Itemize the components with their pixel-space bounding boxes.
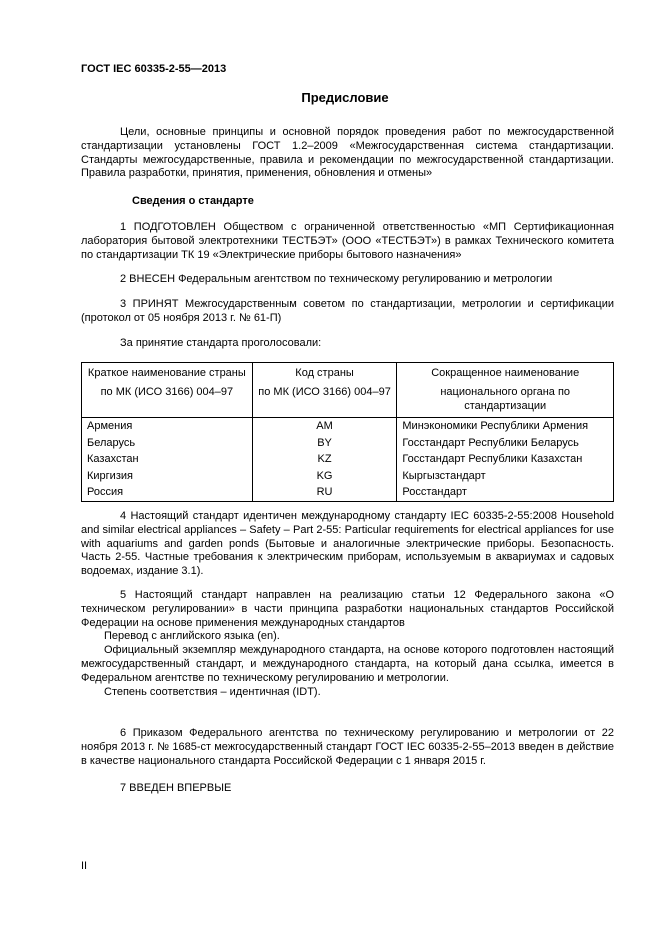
- item-5-official: Официальный экземпляр международного стандарта, на основе которого подготовлен настоящий межгосударственный стандарт, и международного стандарта, на который дана ссылка, имеется в Федеральном агентстве по техническому регулированию и метрологии.: [81, 644, 614, 684]
- item-6: 6 Приказом Федерального агентства по техническому регулированию и метрологии от 22 ноября 2013 г. № 1685-ст межгосударственный стандарт ГОСТ IEC 60335-2-55–2013 введен в действие в качестве национального стандарта Российской Федерации с 1 января 2015 г.: [81, 727, 614, 767]
- page-number: II: [81, 860, 88, 872]
- section-heading: Сведения о стандарте: [132, 195, 254, 207]
- item-5-translation: Перевод с английского языка (en).: [104, 630, 280, 643]
- code-cell: AM: [252, 418, 397, 435]
- voted-label: За принятие стандарта проголосовали:: [120, 337, 322, 349]
- body-cell: Кыргызстандарт: [397, 468, 614, 485]
- intro-block: [81, 126, 614, 181]
- body-cell: Минэкономики Республики Армения: [397, 418, 614, 435]
- item-4: 4 Настоящий стандарт идентичен международному стандарту IEC 60335-2-55:2008 Household and similar electrical appliances – Safety – Part 2-55: Particular requirements for electrical appliances for use with aquariums and garden ponds (Бытовые и аналогичные электрические приборы. Безопасность. Часть 2-55. Частные требования к электрическим приборам, используемым в аквариумах и садовых водоемах, издание 3.1).: [81, 510, 614, 578]
- header-body: Сокращенное наименование национального органа по стандартизации: [397, 363, 614, 418]
- code-cell: KG: [252, 468, 397, 485]
- document-code: ГОСТ IEC 60335-2-55—2013: [81, 63, 227, 75]
- body-cell: Госстандарт Республики Казахстан: [397, 451, 614, 468]
- table-row: [82, 468, 614, 485]
- item-7: 7 ВВЕДЕН ВПЕРВЫЕ: [120, 782, 232, 794]
- item-1: 1 ПОДГОТОВЛЕН Обществом с ограниченной ответственностью «МП Сертификационная лаборатория бытовой электротехники ТЕСТБЭТ» (ООО «ТЕСТБЭТ») в рамках Технического комитета по стандартизации ТК 19 «Электрические приборы бытового назначения»: [81, 221, 614, 261]
- table-row: [82, 435, 614, 452]
- item-5: 5 Настоящий стандарт направлен на реализацию статьи 12 Федерального закона «О техническом регулировании» в части принципа разработки национальных стандартов Российской Федерации на основе применения международных стандартов: [81, 589, 614, 629]
- header-code: Код страны по МК (ИСО 3166) 004–97: [252, 363, 397, 418]
- voting-table: [81, 362, 614, 502]
- table-row: [82, 484, 614, 501]
- body-cell: Росстандарт: [397, 484, 614, 501]
- item-3: 3 ПРИНЯТ Межгосударственным советом по стандартизации, метрологии и сертификации (протокол от 05 ноября 2013 г. № 61-П): [81, 298, 614, 324]
- country-cell: Киргизия: [82, 468, 253, 485]
- table-row: [82, 418, 614, 435]
- code-cell: BY: [252, 435, 397, 452]
- country-cell: Россия: [82, 484, 253, 501]
- intro-paragraph: Цели, основные принципы и основной порядок проведения работ по межгосударственной стандартизации установлены ГОСТ 1.2–2009 «Межгосударственная система стандартизации. Стандарты межгосударственные, правила и рекомендации по межгосударственной стандартизации. Правила разработки, принятия, применения, обновления и отмены»: [81, 126, 614, 180]
- header-country: Краткое наименование страны по МК (ИСО 3166) 004–97: [82, 363, 253, 418]
- table-header-row: [82, 363, 614, 418]
- code-cell: RU: [252, 484, 397, 501]
- country-cell: Казахстан: [82, 451, 253, 468]
- country-cell: Беларусь: [82, 435, 253, 452]
- item-5-degree: Степень соответствия – идентичная (IDT).: [104, 685, 321, 698]
- code-cell: KZ: [252, 451, 397, 468]
- page-title: Предисловие: [301, 90, 389, 105]
- country-cell: Армения: [82, 418, 253, 435]
- table-row: [82, 451, 614, 468]
- body-cell: Госстандарт Республики Беларусь: [397, 435, 614, 452]
- item-2: 2 ВНЕСЕН Федеральным агентством по техническому регулированию и метрологии: [120, 273, 553, 285]
